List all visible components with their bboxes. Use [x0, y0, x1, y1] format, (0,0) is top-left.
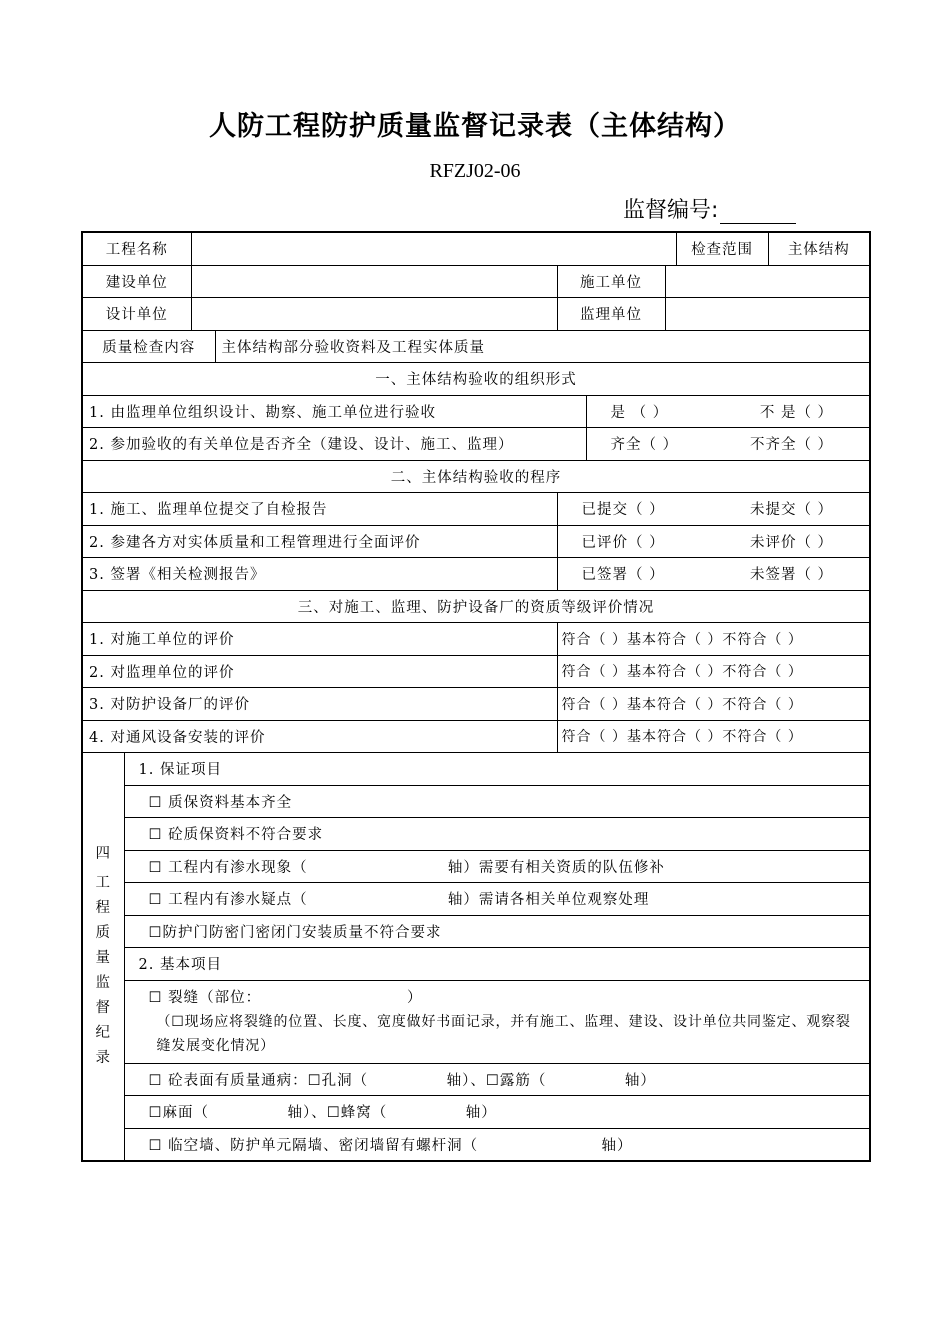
section-3-item-options[interactable]: 符合（ ）基本符合（ ）不符合（ ）	[557, 623, 870, 656]
scope-value: 主体结构	[768, 232, 870, 265]
option-evaluated[interactable]: 已评价（ ）	[581, 534, 665, 551]
option-yes[interactable]: 是 （ ）	[610, 404, 669, 421]
section-1-row	[82, 395, 870, 428]
section-1-header	[82, 363, 870, 396]
constructor-label: 施工单位	[557, 265, 665, 298]
section-3-row	[82, 688, 870, 721]
side-char: 程	[95, 900, 111, 916]
guarantee-title: 1. 保证项目	[124, 753, 870, 786]
basic-item[interactable]: ☐ 临空墙、防护单元隔墙、密闭墙留有螺杆洞（ 轴）	[124, 1128, 870, 1161]
section-2-item-text: 2. 参建各方对实体质量和工程管理进行全面评价	[82, 525, 557, 558]
basic-item[interactable]: ☐麻面（ 轴）、☐蜂窝（ 轴）	[124, 1096, 870, 1129]
section-3-title: 三、对施工、监理、防护设备厂的资质等级评价情况	[82, 590, 870, 623]
section-1-item-options[interactable]	[586, 428, 870, 461]
section-2-row	[82, 558, 870, 591]
section-4-row	[82, 915, 870, 948]
crack-item[interactable]	[124, 980, 870, 1063]
row-check-content	[82, 330, 870, 363]
option-submitted[interactable]: 已提交（ ）	[581, 502, 665, 519]
option-no[interactable]: 不 是（ ）	[759, 404, 834, 421]
side-char: 工	[95, 875, 111, 891]
section-4-row	[82, 980, 870, 1063]
section-4-row	[82, 1096, 870, 1129]
check-content-value: 主体结构部分验收资料及工程实体质量	[215, 330, 870, 363]
section-3-item-text: 4. 对通风设备安装的评价	[82, 720, 557, 753]
section-2-item-text: 3. 签署《相关检测报告》	[82, 558, 557, 591]
builder-field[interactable]	[191, 265, 557, 298]
option-complete[interactable]: 齐全（ ）	[610, 437, 679, 454]
section-2-item-options[interactable]	[557, 558, 870, 591]
builder-label: 建设单位	[82, 265, 191, 298]
section-3-item-options[interactable]: 符合（ ）基本符合（ ）不符合（ ）	[557, 655, 870, 688]
side-char: 监	[95, 975, 111, 991]
section-2-item-text: 1. 施工、监理单位提交了自检报告	[82, 493, 557, 526]
section-4-row	[82, 948, 870, 981]
form-title: 人防工程防护质量监督记录表（主体结构）	[209, 111, 741, 142]
section-1-title: 一、主体结构验收的组织形式	[82, 363, 870, 396]
section-4-row	[82, 883, 870, 916]
guarantee-item[interactable]: ☐ 质保资料基本齐全	[124, 785, 870, 818]
section-4-row	[82, 850, 870, 883]
section-1-row	[82, 428, 870, 461]
record-table	[81, 231, 871, 1162]
scope-label: 检查范围	[676, 232, 768, 265]
crack-line-1[interactable]: ☐ 裂缝（部位： ）	[148, 989, 423, 1006]
guarantee-item[interactable]: ☐ 工程内有渗水现象（ 轴）需要有相关资质的队伍修补	[124, 850, 870, 883]
supervision-number-field[interactable]	[720, 201, 796, 224]
guarantee-item[interactable]: ☐防护门防密门密闭门安装质量不符合要求	[124, 915, 870, 948]
section-3-row	[82, 623, 870, 656]
section-4-side-label	[82, 753, 124, 1162]
option-signed[interactable]: 已签署（ ）	[581, 567, 665, 584]
row-builder	[82, 265, 870, 298]
side-char: 质	[95, 925, 111, 941]
section-4-row	[82, 1063, 870, 1096]
supervisor-field[interactable]	[665, 298, 870, 331]
supervision-number	[623, 193, 796, 224]
project-name-field[interactable]	[191, 232, 676, 265]
guarantee-item[interactable]: ☐ 工程内有渗水疑点（ 轴）需请各相关单位观察处理	[124, 883, 870, 916]
guarantee-item[interactable]: ☐ 砼质保资料不符合要求	[124, 818, 870, 851]
section-3-item-text: 1. 对施工单位的评价	[82, 623, 557, 656]
section-3-item-text: 2. 对监理单位的评价	[82, 655, 557, 688]
section-2-title: 二、主体结构验收的程序	[82, 460, 870, 493]
section-4-row	[82, 785, 870, 818]
section-3-item-text: 3. 对防护设备厂的评价	[82, 688, 557, 721]
section-4-row	[82, 818, 870, 851]
project-name-label: 工程名称	[82, 232, 191, 265]
option-not-submitted[interactable]: 未提交（ ）	[749, 502, 834, 519]
supervisor-label: 监理单位	[557, 298, 665, 331]
section-2-item-options[interactable]	[557, 525, 870, 558]
designer-field[interactable]	[191, 298, 557, 331]
crack-line-2: （☐现场应将裂缝的位置、长度、宽度做好书面记录，并有施工、监理、建设、设计单位共同鉴定、观察裂缝发展变化情况）	[156, 1013, 851, 1054]
form-code: RFZJ02-06	[429, 160, 521, 182]
row-project-name	[82, 232, 870, 265]
side-char: 纪	[95, 1025, 111, 1041]
basic-title: 2. 基本项目	[124, 948, 870, 981]
section-4-row	[82, 753, 870, 786]
section-3-item-options[interactable]: 符合（ ）基本符合（ ）不符合（ ）	[557, 688, 870, 721]
row-designer	[82, 298, 870, 331]
section-2-row	[82, 493, 870, 526]
section-3-row	[82, 720, 870, 753]
option-not-signed[interactable]: 未签署（ ）	[749, 567, 834, 584]
section-1-item-options[interactable]	[586, 395, 870, 428]
section-3-header	[82, 590, 870, 623]
section-2-item-options[interactable]	[557, 493, 870, 526]
designer-label: 设计单位	[82, 298, 191, 331]
section-3-row	[82, 655, 870, 688]
section-1-item-text: 1. 由监理单位组织设计、勘察、施工单位进行验收	[82, 395, 586, 428]
section-3-item-options[interactable]: 符合（ ）基本符合（ ）不符合（ ）	[557, 720, 870, 753]
option-incomplete[interactable]: 不齐全（ ）	[749, 437, 834, 454]
side-char: 量	[95, 950, 111, 966]
section-2-row	[82, 525, 870, 558]
check-content-label: 质量检查内容	[82, 330, 215, 363]
supervision-number-label: 监督编号:	[623, 198, 719, 223]
basic-item[interactable]: ☐ 砼表面有质量通病：☐孔洞（ 轴）、☐露筋（ 轴）	[124, 1063, 870, 1096]
side-char: 四	[95, 846, 111, 862]
section-1-item-text: 2. 参加验收的有关单位是否齐全（建设、设计、施工、监理）	[82, 428, 586, 461]
side-char: 录	[95, 1050, 111, 1066]
option-not-evaluated[interactable]: 未评价（ ）	[749, 534, 834, 551]
constructor-field[interactable]	[665, 265, 870, 298]
section-2-header	[82, 460, 870, 493]
section-4-row	[82, 1128, 870, 1161]
side-char: 督	[95, 1000, 111, 1016]
